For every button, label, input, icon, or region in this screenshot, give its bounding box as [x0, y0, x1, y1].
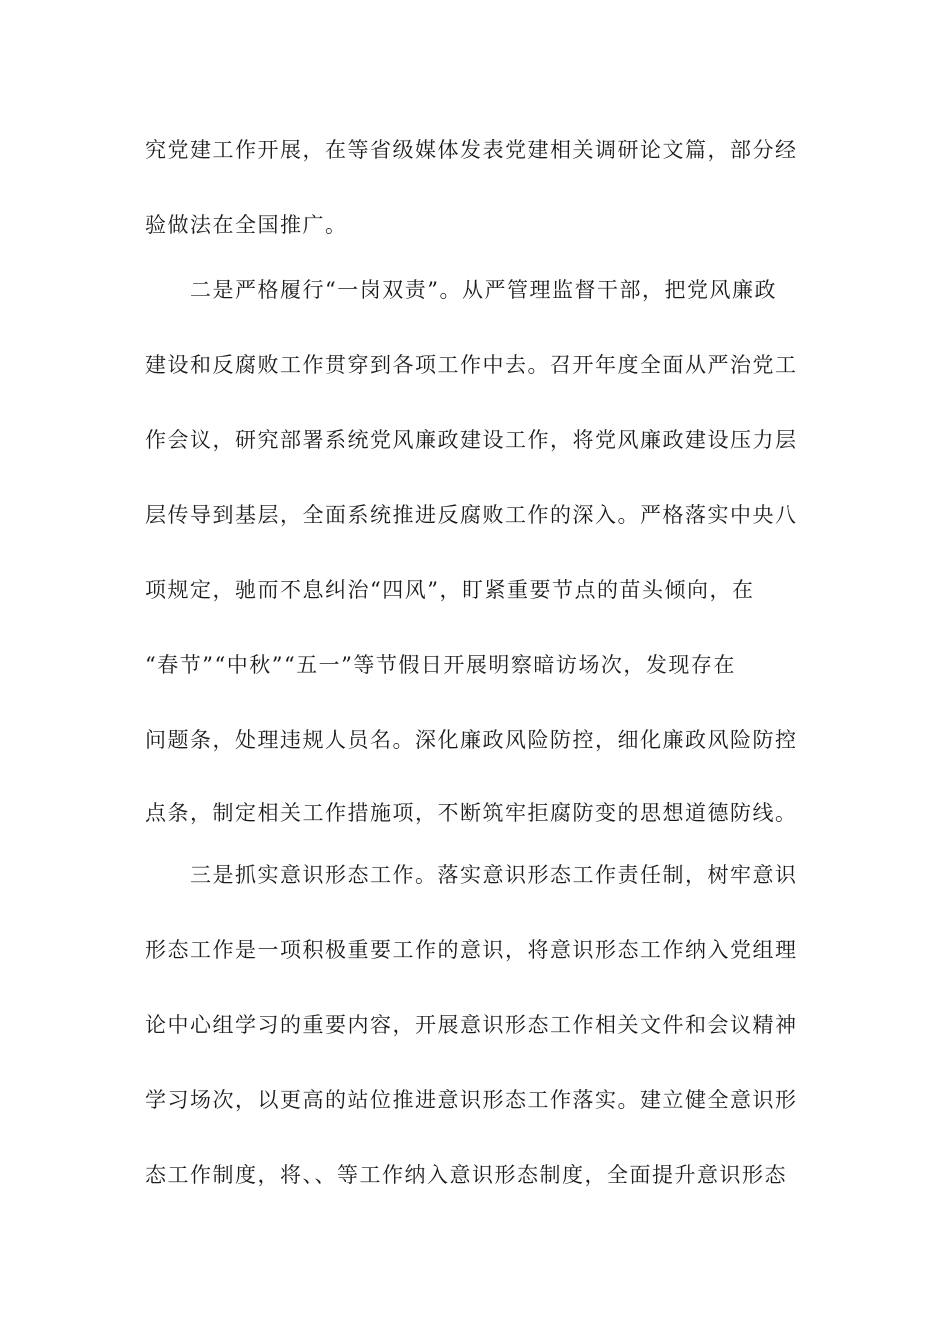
text-line: 作会议，研究部署系统党风廉政建设工作，将党风廉政建设压力层	[145, 428, 798, 452]
text-line: 层传导到基层，全面系统推进反腐败工作的深入。严格落实中央八	[145, 503, 798, 527]
text-line: 态工作制度，将、、等工作纳入意识形态制度，全面提升意识形态	[145, 1163, 787, 1187]
paragraph-first-line: 二是严格履行“一岗双责”。从严管理监督干部，把党风廉政	[190, 278, 777, 302]
paragraph-first-line: 三是抓实意识形态工作。落实意识形态工作责任制，树牢意识	[190, 863, 798, 887]
text-line: 论中心组学习的重要内容，开展意识形态工作相关文件和会议精神	[145, 1013, 798, 1037]
text-line: 建设和反腐败工作贯穿到各项工作中去。召开年度全面从严治党工	[145, 353, 798, 377]
text-line: 项规定，驰而不息纠治“四风”，盯紧重要节点的苗头倾向，在	[145, 578, 755, 602]
text-line: 形态工作是一项积极重要工作的意识，将意识形态工作纳入党组理	[145, 938, 798, 962]
text-line: 点条，制定相关工作措施项，不断筑牢拒腐防变的思想道德防线。	[145, 801, 798, 825]
text-line: “春节”“中秋”“五一”等节假日开展明察暗访场次，发现存在	[145, 653, 736, 677]
text-line: 验做法在全国推广。	[145, 213, 348, 237]
text-line: 学习场次，以更高的站位推进意识形态工作落实。建立健全意识形	[145, 1088, 798, 1112]
text-line: 问题条，处理违规人员名。深化廉政风险防控，细化廉政风险防控	[145, 728, 798, 752]
text-line: 究党建工作开展，在等省级媒体发表党建相关调研论文篇，部分经	[145, 138, 798, 162]
